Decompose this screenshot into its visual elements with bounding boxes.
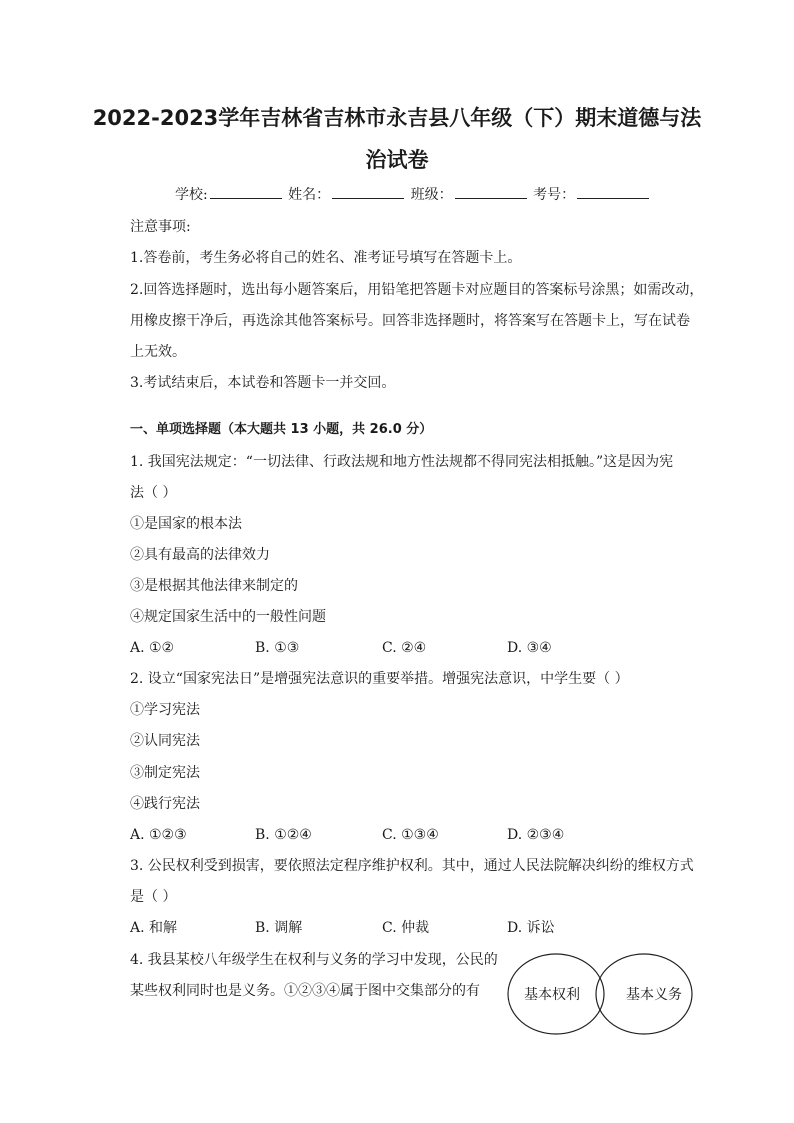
school-label: 学校:	[175, 187, 208, 203]
question-2-statement: ②认同宪法	[130, 733, 200, 749]
question-1-stem: 法（ ）	[130, 485, 177, 501]
name-label: 姓名：	[288, 187, 331, 203]
option-d[interactable]: D. 诉讼	[507, 920, 555, 936]
option-b[interactable]: B. ①③	[255, 640, 300, 656]
question-1-statement: ④规定国家生活中的一般性问题	[130, 609, 326, 625]
option-a[interactable]: A. ①②	[130, 640, 175, 656]
option-d[interactable]: D. ②③④	[507, 827, 565, 843]
option-a[interactable]: A. 和解	[130, 920, 178, 936]
school-blank[interactable]	[210, 184, 282, 199]
option-d[interactable]: D. ③④	[507, 640, 552, 656]
notice-item: 用橡皮擦干净后，再选涂其他答案标号。回答非选择题时，将答案写在答题卡上，写在试卷	[130, 313, 690, 329]
notice-item: 上无效。	[130, 344, 186, 360]
question-2-stem: 2. 设立“国家宪法日”是增强宪法意识的重要举措。增强宪法意识，中学生要（ ）	[130, 671, 629, 687]
venn-diagram	[506, 952, 694, 1036]
option-b[interactable]: B. 调解	[255, 920, 303, 936]
exam-number-blank[interactable]	[577, 184, 649, 199]
notice-heading: 注意事项:	[130, 219, 191, 235]
option-a[interactable]: A. ①②③	[130, 827, 187, 843]
question-1-statement: ③是根据其他法律来制定的	[130, 578, 298, 594]
exam-title-line1: 2022-2023学年吉林省吉林市永吉县八年级（下）期末道德与法	[92, 106, 702, 130]
rights-label: 基本权利	[524, 987, 580, 1003]
option-b[interactable]: B. ①②④	[255, 827, 312, 843]
exam-number-label: 考号：	[533, 187, 576, 203]
student-info-row	[175, 184, 675, 206]
question-3-stem: 3. 公民权利受到损害，要依照法定程序维护权利。其中，通过人民法院解决纠纷的维权方式	[130, 858, 694, 874]
option-c[interactable]: C. ①③④	[382, 827, 439, 843]
question-2-statement: ④践行宪法	[130, 796, 200, 812]
question-3-stem: 是（ ）	[130, 889, 177, 905]
notice-item: 2.回答选择题时，选出每小题答案后，用铅笔把答题卡对应题目的答案标号涂黑；如需改动，	[130, 282, 704, 298]
question-1-statement: ①是国家的根本法	[130, 516, 242, 532]
exam-title-line2: 治试卷	[365, 148, 429, 172]
question-4-stem: 某些权利同时也是义务。①②③④属于图中交集部分的有	[130, 983, 480, 999]
class-blank[interactable]	[455, 184, 527, 199]
duties-label: 基本义务	[626, 987, 682, 1003]
question-4-stem: 4. 我县某校八年级学生在权利与义务的学习中发现，公民的	[130, 952, 498, 968]
notice-item: 1.答卷前，考生务必将自己的姓名、准考证号填写在答题卡上。	[130, 250, 522, 266]
question-2-statement: ①学习宪法	[130, 702, 200, 718]
class-label: 班级：	[410, 187, 453, 203]
option-c[interactable]: C. 仲裁	[382, 920, 430, 936]
name-blank[interactable]	[332, 184, 404, 199]
question-1-statement: ②具有最高的法律效力	[130, 547, 270, 563]
question-2-statement: ③制定宪法	[130, 765, 200, 781]
question-1-stem: 1. 我国宪法规定：“一切法律、行政法规和地方性法规都不得同宪法相抵触。”这是因为宪	[130, 454, 674, 470]
notice-item: 3.考试结束后，本试卷和答题卡一并交回。	[130, 375, 396, 391]
option-c[interactable]: C. ②④	[382, 640, 427, 656]
section-heading: 一、单项选择题（本大题共 13 小题，共 26.0 分）	[130, 422, 433, 437]
